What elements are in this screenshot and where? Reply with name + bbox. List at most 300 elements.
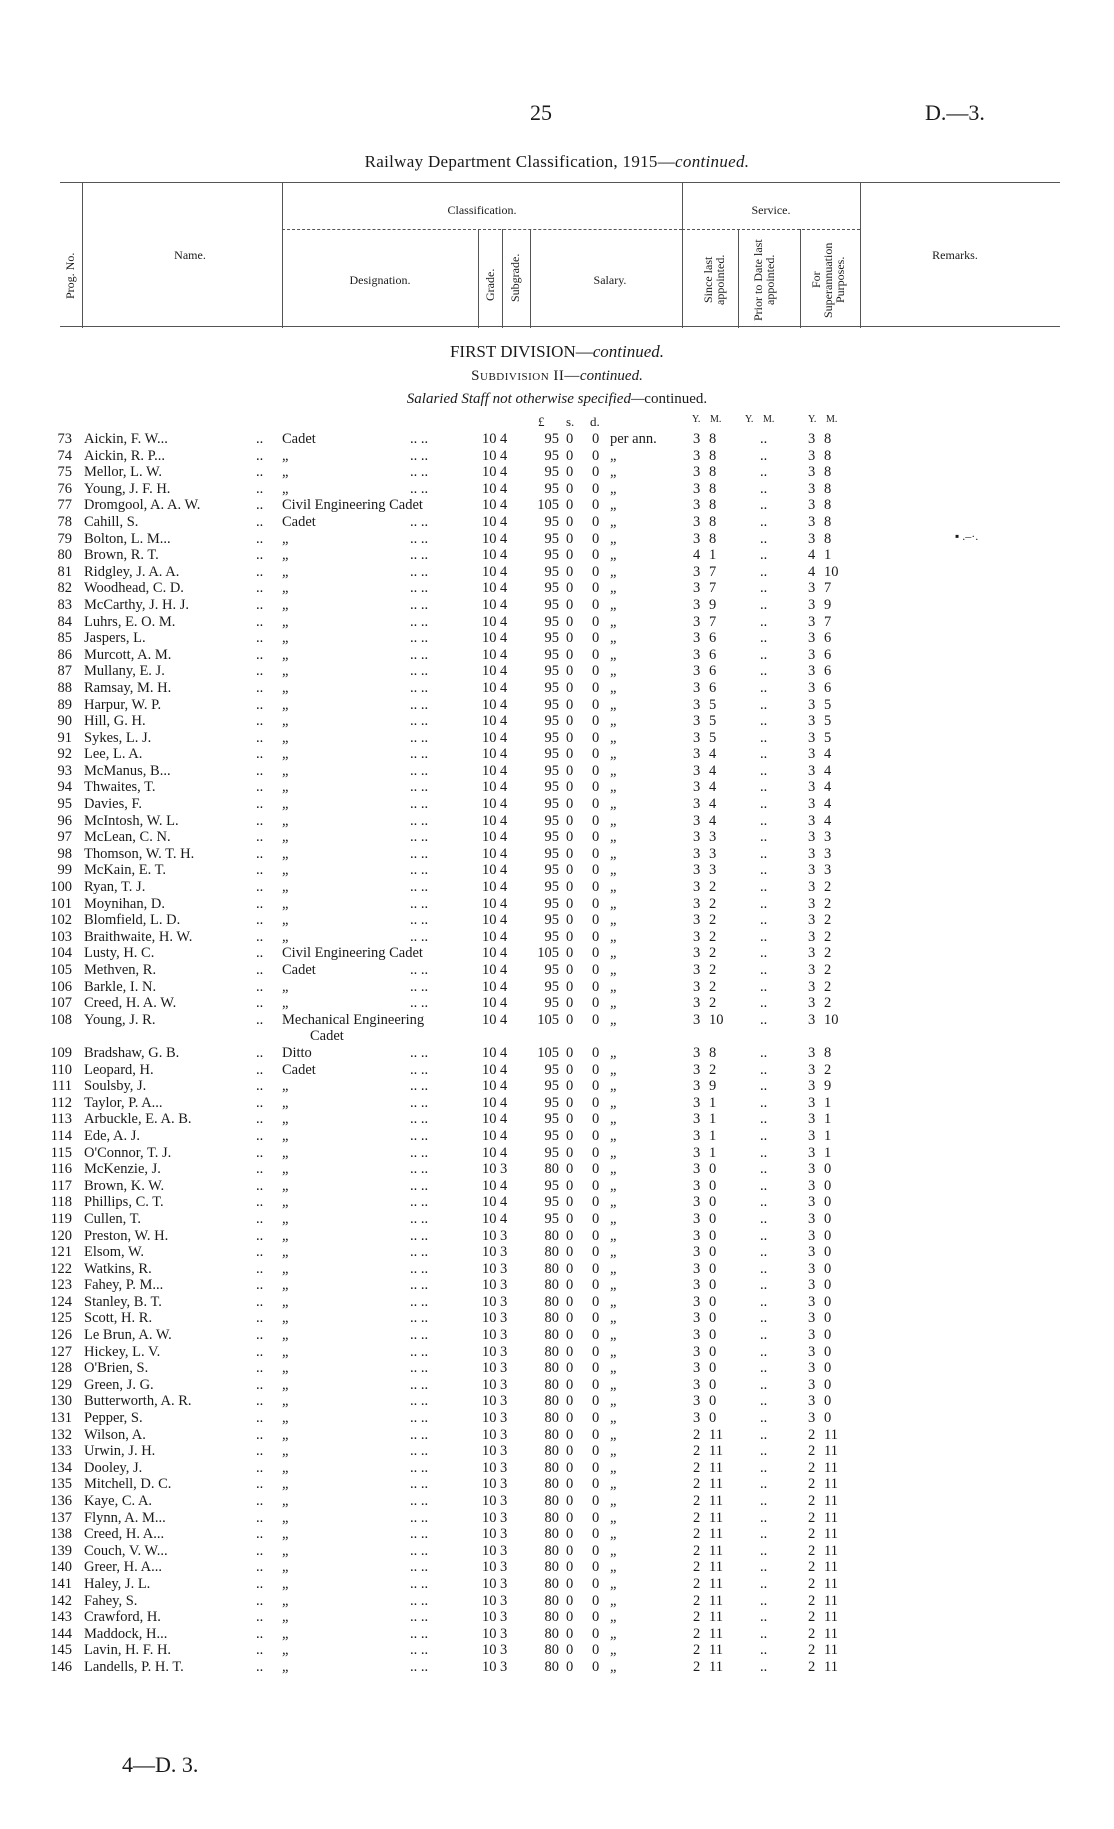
table-row [0, 879, 1114, 896]
staff-name: Davies, F. [84, 796, 143, 813]
salary-pence: 0 [592, 1227, 600, 1244]
grade: 10 [482, 779, 497, 796]
designation: „ [282, 1476, 289, 1493]
table-row [0, 730, 1114, 747]
prog-no: 116 [50, 1161, 72, 1178]
subgrade: 4 [500, 1210, 508, 1227]
grade: 10 [482, 862, 497, 879]
subgrade: 4 [500, 729, 508, 746]
table-row [0, 1360, 1114, 1377]
service-years: 3 [693, 580, 701, 597]
salary-period: „ [610, 1410, 617, 1427]
salary-shillings: 0 [566, 1277, 574, 1294]
superannuation-years: 3 [808, 829, 816, 846]
superannuation-months: 0 [824, 1327, 832, 1344]
service-years: 3 [693, 464, 701, 481]
salary-period: „ [610, 596, 617, 613]
salary-shillings: 0 [566, 1161, 574, 1178]
salary-shillings: 0 [566, 879, 574, 896]
superannuation-months: 11 [824, 1625, 838, 1642]
document-reference: D.—3. [925, 100, 985, 125]
designation: „ [282, 1210, 289, 1227]
salary-period: „ [610, 1509, 617, 1526]
unit-m1: M. [710, 414, 722, 425]
salary-period: „ [610, 995, 617, 1012]
leader-dots: .. [256, 1609, 264, 1626]
subgrade: 4 [500, 1011, 508, 1028]
prog-no: 107 [50, 995, 72, 1012]
designation: „ [282, 1625, 289, 1642]
superannuation-years: 2 [808, 1559, 816, 1576]
salary-period: per ann. [610, 431, 657, 447]
leader-dots: .. .. [410, 1111, 429, 1128]
designation: „ [282, 762, 289, 779]
superannuation-years: 3 [808, 1360, 816, 1377]
table-row [0, 1559, 1114, 1576]
subgrade: 3 [500, 1493, 508, 1509]
designation: „ [282, 1144, 289, 1161]
salary-shillings: 0 [566, 563, 574, 580]
superannuation-years: 3 [808, 1111, 816, 1128]
service-months: 11 [709, 1575, 723, 1592]
table-row [0, 481, 1114, 498]
salary-pence: 0 [592, 796, 600, 813]
designation: „ [282, 862, 289, 879]
grade: 10 [482, 679, 497, 696]
salary-shillings: 0 [566, 1044, 574, 1061]
leader-dots: .. [256, 1327, 264, 1344]
leader-dots: .. [760, 1227, 768, 1244]
table-row [0, 647, 1114, 664]
table-row [0, 1294, 1114, 1311]
superannuation-months: 0 [824, 1161, 832, 1178]
service-years: 3 [693, 1227, 701, 1244]
salary-period: „ [610, 1177, 617, 1194]
designation: „ [282, 646, 289, 663]
superannuation-months: 6 [824, 646, 832, 663]
table-row [0, 1427, 1114, 1444]
prog-no: 87 [57, 663, 72, 680]
unit-shillings: s. [566, 414, 575, 429]
salary-pounds: 80 [544, 1277, 559, 1294]
salary-pence: 0 [592, 497, 600, 514]
salary-period: „ [610, 829, 617, 846]
salary-period: „ [610, 480, 617, 497]
salary-shillings: 0 [566, 895, 574, 912]
leader-dots: .. [760, 1625, 768, 1642]
designation: „ [282, 1360, 289, 1377]
superannuation-months: 2 [824, 879, 832, 896]
staff-name: Urwin, J. H. [84, 1443, 156, 1460]
leader-dots: .. [256, 646, 264, 663]
prog-no: 135 [50, 1476, 72, 1493]
superannuation-months: 11 [824, 1592, 838, 1609]
leader-dots: .. .. [410, 513, 429, 530]
service-years: 3 [693, 663, 701, 680]
salary-pence: 0 [592, 1609, 600, 1626]
prog-no: 139 [50, 1542, 72, 1559]
service-months: 6 [709, 663, 717, 680]
leader-dots: .. [256, 879, 264, 896]
salary-shillings: 0 [566, 1376, 574, 1393]
salary-period: „ [610, 762, 617, 779]
leader-dots: .. .. [410, 1609, 429, 1626]
salary-shillings: 0 [566, 1210, 574, 1227]
service-years: 3 [693, 1360, 701, 1377]
salary-pence: 0 [592, 1244, 600, 1261]
salary-period: „ [610, 1459, 617, 1476]
service-months: 2 [709, 962, 717, 978]
designation: „ [282, 779, 289, 796]
leader-dots: .. [760, 1161, 768, 1178]
subgrade: 4 [500, 895, 508, 912]
salary-period: „ [610, 530, 617, 547]
prog-no: 117 [50, 1177, 72, 1194]
salary-pence: 0 [592, 1277, 600, 1294]
designation: „ [282, 547, 289, 564]
leader-dots: .. [256, 912, 264, 929]
superannuation-months: 11 [824, 1642, 838, 1659]
designation: „ [282, 1658, 289, 1675]
designation: „ [282, 1493, 289, 1509]
salary-shillings: 0 [566, 1526, 574, 1543]
staff-name: Moynihan, D. [84, 895, 165, 912]
subgrade: 4 [500, 1044, 508, 1061]
service-months: 0 [709, 1194, 717, 1211]
leader-dots: .. [256, 1393, 264, 1410]
leader-dots: .. .. [410, 796, 429, 813]
service-years: 3 [693, 1127, 701, 1144]
leader-dots: .. .. [410, 779, 429, 796]
service-years: 3 [693, 1044, 701, 1061]
leader-dots: .. [760, 530, 768, 547]
leader-dots: .. [760, 1592, 768, 1609]
grade: 10 [482, 1658, 497, 1675]
prog-no: 130 [50, 1393, 72, 1410]
leader-dots: .. [256, 1094, 264, 1111]
col-divider [530, 229, 531, 328]
salary-shillings: 0 [566, 1592, 574, 1609]
service-months: 6 [709, 646, 717, 663]
leader-dots: .. .. [410, 879, 429, 896]
salary-pounds: 80 [544, 1376, 559, 1393]
unit-pence: d. [590, 414, 600, 429]
superannuation-months: 0 [824, 1210, 832, 1227]
leader-dots: .. .. [410, 812, 429, 829]
subdivision-heading [0, 368, 1114, 385]
leader-dots: .. .. [410, 1044, 429, 1061]
salary-pounds: 95 [544, 1111, 559, 1128]
grade: 10 [482, 663, 497, 680]
salary-pounds: 80 [544, 1293, 559, 1310]
salary-shillings: 0 [566, 1393, 574, 1410]
salary-period: „ [610, 746, 617, 763]
unit-y3: Y. [808, 414, 817, 425]
service-months: 11 [709, 1493, 723, 1509]
salary-pence: 0 [592, 995, 600, 1012]
salary-period: „ [610, 796, 617, 813]
service-months: 2 [709, 978, 717, 995]
salary-period: „ [610, 1078, 617, 1095]
superannuation-months: 11 [824, 1476, 838, 1493]
superannuation-months: 1 [824, 1111, 832, 1128]
prog-no: 105 [50, 962, 72, 978]
table-row [0, 630, 1114, 647]
staff-name: Lee, L. A. [84, 746, 143, 763]
staff-name: Dooley, J. [84, 1459, 143, 1476]
superannuation-years: 2 [808, 1625, 816, 1642]
staff-name: Soulsby, J. [84, 1078, 147, 1095]
service-years: 3 [693, 1327, 701, 1344]
service-years: 4 [693, 547, 701, 564]
service-years: 2 [693, 1625, 701, 1642]
service-months: 2 [709, 1061, 717, 1078]
leader-dots: .. [760, 1277, 768, 1294]
prog-no: 120 [50, 1227, 72, 1244]
superannuation-years: 3 [808, 862, 816, 879]
service-years: 3 [693, 646, 701, 663]
staff-name: Lusty, H. C. [84, 945, 155, 962]
superannuation-years: 3 [808, 729, 816, 746]
leader-dots: .. .. [410, 431, 429, 447]
grade: 10 [482, 1277, 497, 1294]
salary-pounds: 95 [544, 646, 559, 663]
leader-dots: .. [760, 1343, 768, 1360]
leader-dots: .. [760, 1376, 768, 1393]
header-salary: Salary. [593, 273, 627, 287]
salary-pounds: 95 [544, 862, 559, 879]
salary-pounds: 95 [544, 596, 559, 613]
subgrade: 3 [500, 1426, 508, 1443]
leader-dots: .. [256, 1658, 264, 1675]
leader-dots: .. [760, 1111, 768, 1128]
staff-name: McIntosh, W. L. [84, 812, 179, 829]
table-row [0, 1228, 1114, 1245]
prog-no: 98 [57, 845, 72, 862]
staff-name: Luhrs, E. O. M. [84, 613, 176, 630]
salary-pounds: 95 [544, 829, 559, 846]
staff-name: McCarthy, J. H. J. [84, 596, 189, 613]
service-months: 8 [709, 497, 717, 514]
service-years: 3 [693, 879, 701, 896]
salary-shillings: 0 [566, 696, 574, 713]
service-months: 5 [709, 713, 717, 730]
subgrade: 4 [500, 862, 508, 879]
superannuation-years: 3 [808, 1393, 816, 1410]
salary-shillings: 0 [566, 679, 574, 696]
leader-dots: .. .. [410, 1575, 429, 1592]
prog-no: 75 [57, 464, 72, 481]
header-service: Service. [751, 203, 791, 217]
service-months: 11 [709, 1426, 723, 1443]
superannuation-years: 2 [808, 1476, 816, 1493]
designation: „ [282, 1592, 289, 1609]
leader-dots: .. .. [410, 580, 429, 597]
leader-dots: .. .. [410, 1177, 429, 1194]
leader-dots: .. [256, 729, 264, 746]
salary-period: „ [610, 895, 617, 912]
service-years: 2 [693, 1658, 701, 1675]
leader-dots: .. [256, 812, 264, 829]
salary-shillings: 0 [566, 646, 574, 663]
salary-pence: 0 [592, 1293, 600, 1310]
service-years: 3 [693, 796, 701, 813]
superannuation-months: 9 [824, 1078, 832, 1095]
leader-dots: .. [760, 862, 768, 879]
prog-no: 114 [50, 1127, 72, 1144]
division-heading [0, 342, 1114, 362]
prog-no: 84 [57, 613, 72, 630]
service-months: 0 [709, 1293, 717, 1310]
leader-dots: .. [256, 663, 264, 680]
service-years: 3 [693, 762, 701, 779]
superannuation-months: 11 [824, 1575, 838, 1592]
prog-no: 145 [50, 1642, 72, 1659]
service-months: 2 [709, 879, 717, 896]
superannuation-months: 2 [824, 945, 832, 962]
service-months: 6 [709, 679, 717, 696]
prog-no: 142 [50, 1592, 72, 1609]
leader-dots: .. [760, 1078, 768, 1095]
salary-shillings: 0 [566, 978, 574, 995]
grade: 10 [482, 1044, 497, 1061]
superannuation-years: 3 [808, 1078, 816, 1095]
superannuation-years: 3 [808, 845, 816, 862]
superannuation-years: 2 [808, 1493, 816, 1509]
salary-shillings: 0 [566, 596, 574, 613]
leader-dots: .. [760, 1493, 768, 1509]
leader-dots: .. .. [410, 1476, 429, 1493]
leader-dots: .. [760, 1642, 768, 1659]
prog-no: 101 [50, 895, 72, 912]
service-months: 7 [709, 563, 717, 580]
leader-dots: .. [256, 862, 264, 879]
leader-dots: .. [256, 796, 264, 813]
leader-dots: .. [760, 1293, 768, 1310]
superannuation-years: 3 [808, 1343, 816, 1360]
leader-dots: .. .. [410, 663, 429, 680]
table-row [0, 1576, 1114, 1593]
grade: 10 [482, 1061, 497, 1078]
service-years: 3 [693, 1144, 701, 1161]
leader-dots: .. [256, 845, 264, 862]
superannuation-years: 3 [808, 696, 816, 713]
salary-pence: 0 [592, 1426, 600, 1443]
superannuation-months: 1 [824, 547, 832, 564]
subgrade: 3 [500, 1509, 508, 1526]
leader-dots: .. [760, 1459, 768, 1476]
salary-shillings: 0 [566, 513, 574, 530]
salary-shillings: 0 [566, 1011, 574, 1028]
leader-dots: .. .. [410, 679, 429, 696]
staff-name: Creed, H. A... [84, 1526, 165, 1543]
service-years: 3 [693, 1177, 701, 1194]
leader-dots: .. [256, 1044, 264, 1061]
superannuation-months: 2 [824, 962, 832, 978]
staff-name: Butterworth, A. R. [84, 1393, 192, 1410]
units-row [0, 414, 1114, 430]
salary-shillings: 0 [566, 663, 574, 680]
service-months: 0 [709, 1177, 717, 1194]
staff-name: Phillips, C. T. [84, 1194, 164, 1211]
superannuation-years: 3 [808, 1227, 816, 1244]
leader-dots: .. .. [410, 1493, 429, 1509]
leader-dots: .. .. [410, 530, 429, 547]
service-months: 11 [709, 1658, 723, 1675]
prog-no: 129 [50, 1376, 72, 1393]
salary-pounds: 95 [544, 630, 559, 647]
leader-dots: .. .. [410, 563, 429, 580]
salary-pounds: 80 [544, 1360, 559, 1377]
leader-dots: .. [760, 1526, 768, 1543]
leader-dots: .. [760, 928, 768, 945]
superannuation-years: 3 [808, 1061, 816, 1078]
superannuation-months: 0 [824, 1260, 832, 1277]
leader-dots: .. [760, 1194, 768, 1211]
leader-dots: .. [256, 1542, 264, 1559]
leader-dots: .. .. [410, 962, 429, 978]
service-months: 2 [709, 912, 717, 929]
salary-shillings: 0 [566, 729, 574, 746]
salary-pence: 0 [592, 1210, 600, 1227]
superannuation-months: 4 [824, 796, 832, 813]
leader-dots: .. .. [410, 928, 429, 945]
leader-dots: .. .. [410, 1509, 429, 1526]
staff-name: McManus, B... [84, 762, 171, 779]
salary-pence: 0 [592, 1260, 600, 1277]
staff-name: Ryan, T. J. [84, 879, 146, 896]
salary-period: „ [610, 1526, 617, 1543]
superannuation-years: 2 [808, 1592, 816, 1609]
table-row [0, 1476, 1114, 1493]
salary-shillings: 0 [566, 962, 574, 978]
grade: 10 [482, 978, 497, 995]
service-years: 2 [693, 1575, 701, 1592]
superannuation-months: 5 [824, 729, 832, 746]
leader-dots: .. .. [410, 1376, 429, 1393]
leader-dots: .. [760, 1011, 768, 1028]
salary-period: „ [610, 978, 617, 995]
service-months: 1 [709, 1111, 717, 1128]
superannuation-months: 0 [824, 1194, 832, 1211]
grade: 10 [482, 1526, 497, 1543]
subgrade: 4 [500, 812, 508, 829]
grade: 10 [482, 713, 497, 730]
subgrade: 3 [500, 1459, 508, 1476]
service-months: 0 [709, 1343, 717, 1360]
table-row [0, 448, 1114, 465]
superannuation-years: 3 [808, 796, 816, 813]
subdivision-text: Subdivision II— [471, 368, 580, 384]
table-row [0, 1194, 1114, 1211]
leader-dots: .. .. [410, 729, 429, 746]
leader-dots: .. [256, 1459, 264, 1476]
service-months: 0 [709, 1244, 717, 1261]
service-months: 11 [709, 1592, 723, 1609]
leader-dots: .. [256, 1642, 264, 1659]
salary-pence: 0 [592, 1658, 600, 1675]
service-years: 3 [693, 779, 701, 796]
subgrade: 4 [500, 580, 508, 597]
leader-dots: .. .. [410, 1078, 429, 1095]
table-row [0, 580, 1114, 597]
leader-dots: .. .. [410, 1061, 429, 1078]
designation: Civil Engineering Cadet [282, 497, 423, 514]
salary-pence: 0 [592, 1144, 600, 1161]
salary-pence: 0 [592, 945, 600, 962]
service-years: 3 [693, 1343, 701, 1360]
staff-name: Harpur, W. P. [84, 696, 162, 713]
